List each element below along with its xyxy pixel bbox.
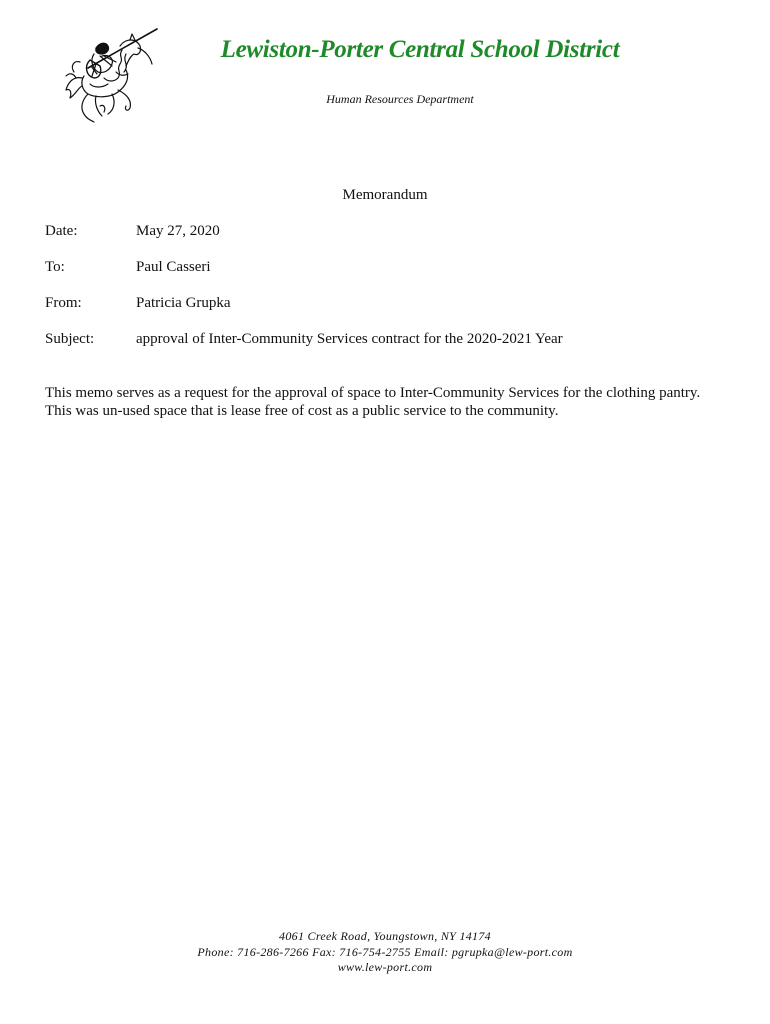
- memo-field-from: [45, 295, 231, 312]
- memo-field-label: Subject:: [45, 331, 95, 347]
- district-name-title: Lewiston-Porter Central School District: [220, 36, 620, 63]
- footer-website: www.lew-port.com: [337, 960, 433, 974]
- department-subtitle: Human Resources Department: [326, 92, 474, 106]
- footer: [0, 929, 770, 976]
- memo-field-label: Date:: [45, 223, 78, 239]
- memo-field-date: [45, 223, 220, 240]
- memo-field-value: approval of Inter-Community Services contract for the 2020-2021 Year: [136, 331, 563, 347]
- memo-title: Memorandum: [342, 187, 428, 203]
- memo-body: [45, 384, 735, 420]
- memo-field-value: Paul Casseri: [136, 259, 211, 275]
- memo-field-label: To:: [45, 259, 65, 275]
- memo-field-label: From:: [45, 295, 82, 311]
- memo-field-value: Patricia Grupka: [136, 295, 231, 311]
- memo-body-line: This memo serves as a request for the approval of space to Inter-Community Services for the clothing pantry.: [45, 385, 701, 401]
- footer-address: 4061 Creek Road, Youngstown, NY 14174: [279, 929, 491, 943]
- memo-body-line: This was un-used space that is lease free of cost as a public service to the community.: [45, 403, 559, 419]
- memo-field-value: May 27, 2020: [136, 223, 220, 239]
- footer-contact: Phone: 716-286-7266 Fax: 716-754-2755 Email: pgrupka@lew-port.com: [197, 944, 573, 959]
- memo-field-subject: [45, 331, 563, 348]
- memo-field-to: [45, 259, 211, 276]
- knight-on-horseback-logo: [60, 26, 160, 124]
